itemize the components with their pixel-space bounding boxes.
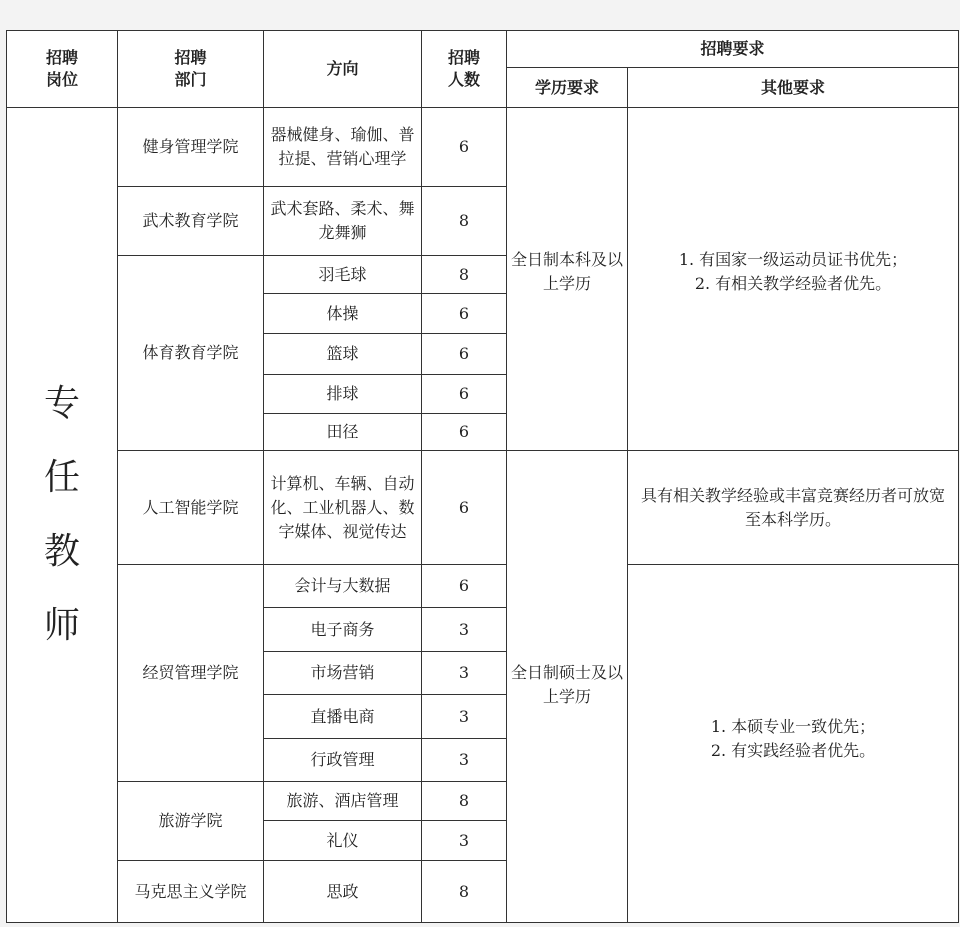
count-cell: 6 xyxy=(422,451,507,565)
header-count-line2: 人数 xyxy=(447,70,480,89)
post-title-char: 教 xyxy=(43,531,80,572)
header-count xyxy=(422,31,507,108)
count-cell: 8 xyxy=(422,782,507,821)
direction-cell: 羽毛球 xyxy=(264,256,422,294)
count-cell: 8 xyxy=(422,256,507,294)
count-cell: 8 xyxy=(422,187,507,256)
header-requirements: 招聘要求 xyxy=(507,31,959,68)
header-count-line1: 招聘 xyxy=(447,48,480,67)
header-post-line2: 岗位 xyxy=(45,70,78,89)
count-cell: 6 xyxy=(422,334,507,375)
count-cell: 3 xyxy=(422,821,507,861)
direction-cell: 排球 xyxy=(264,375,422,414)
header-dept-line1: 招聘 xyxy=(174,48,207,67)
education-bachelor-text: 全日制本科及以上学历 xyxy=(511,250,624,293)
other-req-group1 xyxy=(628,108,959,451)
direction-cell: 市场营销 xyxy=(264,652,422,695)
count-cell: 6 xyxy=(422,108,507,187)
count-cell: 6 xyxy=(422,565,507,608)
dept-pe: 体育教育学院 xyxy=(118,256,264,451)
direction-cell: 器械健身、瑜伽、普拉提、营销心理学 xyxy=(264,108,422,187)
other-req-line: 1. 本硕专业一致优先； xyxy=(710,717,876,736)
direction-cell: 行政管理 xyxy=(264,739,422,782)
count-cell: 6 xyxy=(422,375,507,414)
direction-cell: 会计与大数据 xyxy=(264,565,422,608)
direction-cell: 武术套路、柔术、舞龙舞狮 xyxy=(264,187,422,256)
count-cell: 3 xyxy=(422,739,507,782)
other-req-line: 1. 有国家一级运动员证书优先； xyxy=(678,250,908,269)
dept-fitness: 健身管理学院 xyxy=(118,108,264,187)
header-other: 其他要求 xyxy=(628,68,959,108)
post-title-char: 专 xyxy=(43,383,80,424)
other-req-group3 xyxy=(628,565,959,923)
count-cell: 3 xyxy=(422,608,507,652)
education-bachelor xyxy=(507,108,628,451)
count-cell: 8 xyxy=(422,861,507,923)
other-req-line: 2. 有实践经验者优先。 xyxy=(710,741,876,760)
direction-cell: 礼仪 xyxy=(264,821,422,861)
direction-cell: 田径 xyxy=(264,414,422,451)
count-cell: 6 xyxy=(422,414,507,451)
count-cell: 3 xyxy=(422,695,507,739)
header-post xyxy=(7,31,118,108)
other-req-line: 2. 有相关教学经验者优先。 xyxy=(694,274,892,293)
count-cell: 3 xyxy=(422,652,507,695)
count-cell: 6 xyxy=(422,294,507,334)
other-req-group2: 具有相关教学经验或丰富竞赛经历者可放宽至本科学历。 xyxy=(628,451,959,565)
post-title-char: 任 xyxy=(43,457,80,498)
header-department xyxy=(118,31,264,108)
dept-tourism: 旅游学院 xyxy=(118,782,264,861)
header-post-line1: 招聘 xyxy=(45,48,78,67)
direction-cell: 篮球 xyxy=(264,334,422,375)
dept-marx: 马克思主义学院 xyxy=(118,861,264,923)
direction-cell: 直播电商 xyxy=(264,695,422,739)
direction-cell: 计算机、车辆、自动化、工业机器人、数字媒体、视觉传达 xyxy=(264,451,422,565)
dept-martial: 武术教育学院 xyxy=(118,187,264,256)
education-master xyxy=(507,451,628,923)
post-title-char: 师 xyxy=(43,605,80,646)
education-master-text: 全日制硕士及以上学历 xyxy=(511,663,624,706)
header-education: 学历要求 xyxy=(507,68,628,108)
header-direction: 方向 xyxy=(264,31,422,108)
post-title xyxy=(7,108,118,923)
direction-cell: 旅游、酒店管理 xyxy=(264,782,422,821)
direction-cell: 思政 xyxy=(264,861,422,923)
dept-trade: 经贸管理学院 xyxy=(118,565,264,782)
header-dept-line2: 部门 xyxy=(174,70,207,89)
direction-cell: 电子商务 xyxy=(264,608,422,652)
direction-cell: 体操 xyxy=(264,294,422,334)
dept-ai: 人工智能学院 xyxy=(118,451,264,565)
recruitment-table xyxy=(6,30,959,923)
